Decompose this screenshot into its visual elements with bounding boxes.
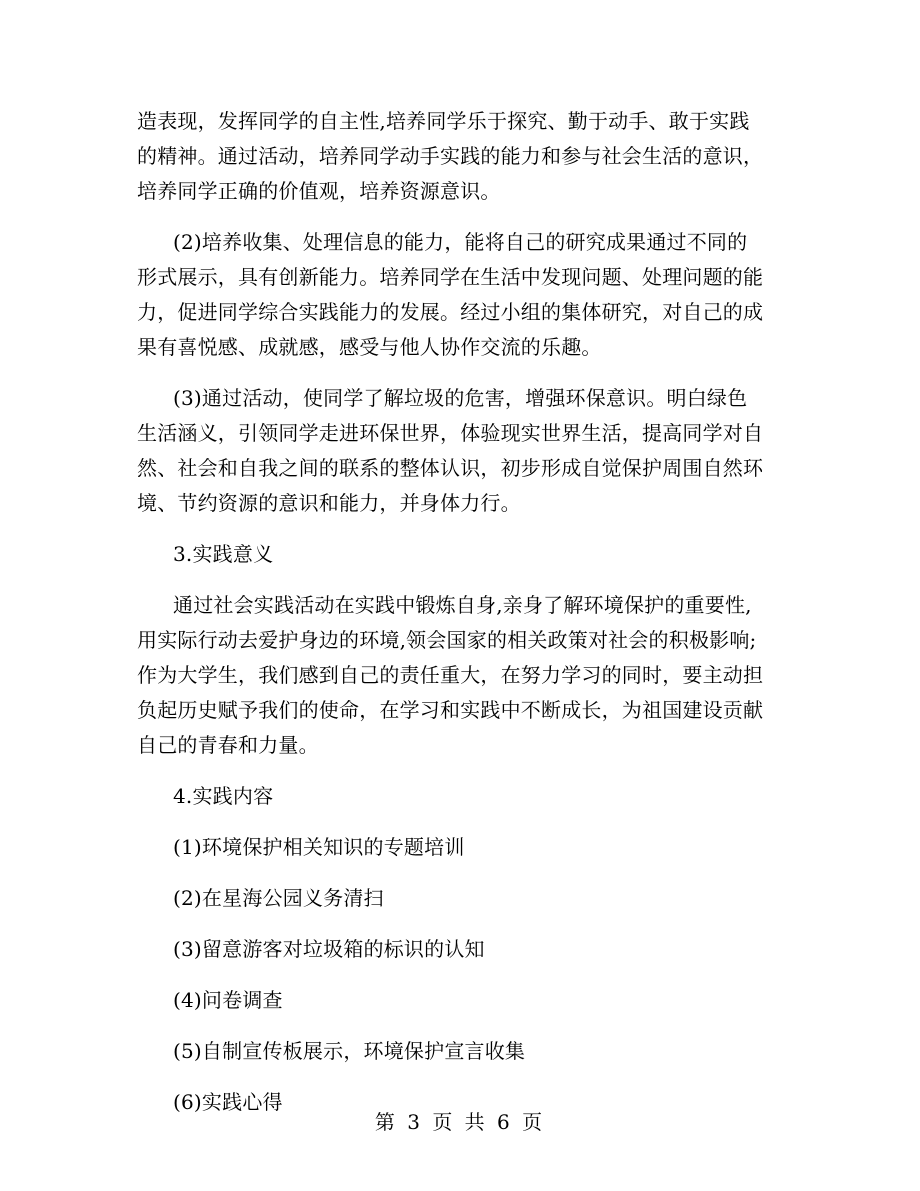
text-line: 果有喜悦感、成就感，感受与他人协作交流的乐趣。 [137, 335, 602, 359]
text-line: (4)问卷调查 [173, 988, 283, 1012]
paragraph-gap [137, 209, 783, 225]
text-line: 力，促进同学综合实践能力的发展。经过小组的集体研究，对自己的成 [137, 300, 764, 324]
text-line: 4.实践内容 [173, 784, 274, 808]
text-line: (3)通过活动，使同学了解垃圾的危害，增强环保意识。明白绿色 [173, 386, 748, 410]
text-line: 用实际行动去爱护身边的环境,领会国家的相关政策对社会的积极影响; [137, 628, 757, 652]
paragraph-gap [137, 916, 783, 932]
paragraph [137, 225, 783, 365]
text-line: (6)实践心得 [173, 1090, 283, 1114]
paragraph [137, 381, 783, 521]
text-line: 负起历史赋予我们的使命，在学习和实践中不断成长，为祖国建设贡献 [137, 698, 764, 722]
text-line: 造表现，发挥同学的自主性,培养同学乐于探究、勤于动手、敢于实践 [137, 109, 750, 133]
text-line: 3.实践意义 [173, 542, 274, 566]
text-line: 的精神。通过活动，培养同学动手实践的能力和参与社会生活的意识， [137, 144, 764, 168]
paragraph [137, 588, 783, 763]
paragraph [137, 537, 783, 572]
text-line: (1)环境保护相关知识的专题培训 [173, 835, 465, 859]
text-line: 自己的青春和力量。 [137, 733, 319, 757]
document-body [137, 104, 783, 1120]
paragraph [137, 779, 783, 814]
text-line: 通过社会实践活动在实践中锻炼自身,亲身了解环境保护的重要性, [173, 593, 752, 617]
paragraph-gap [137, 572, 783, 588]
text-line: (2)在星海公园义务清扫 [173, 886, 384, 910]
paragraph [137, 881, 783, 916]
text-line: 培养同学正确的价值观，培养资源意识。 [137, 179, 501, 203]
paragraph [137, 104, 783, 209]
paragraph-gap [137, 763, 783, 779]
page-footer: 第 3 页 共 6 页 [374, 1110, 546, 1134]
paragraph-gap [137, 1018, 783, 1034]
text-line: 生活涵义，引领同学走进环保世界，体验现实世界生活，提高同学对自 [137, 421, 764, 445]
paragraph-gap [137, 967, 783, 983]
paragraph-gap [137, 365, 783, 381]
text-line: 形式展示，具有创新能力。培养同学在生活中发现问题、处理问题的能 [137, 265, 764, 289]
text-line: (2)培养收集、处理信息的能力，能将自己的研究成果通过不同的 [173, 230, 748, 254]
paragraph [137, 1034, 783, 1069]
paragraph-gap [137, 814, 783, 830]
paragraph [137, 830, 783, 865]
text-line: (3)留意游客对垃圾箱的标识的认知 [173, 937, 485, 961]
text-line: 作为大学生，我们感到自己的责任重大，在努力学习的同时，要主动担 [137, 663, 764, 687]
paragraph [137, 983, 783, 1018]
text-line: 然、社会和自我之间的联系的整体认识，初步形成自觉保护周围自然环 [137, 456, 764, 480]
paragraph-gap [137, 1069, 783, 1085]
paragraph-gap [137, 521, 783, 537]
text-line: (5)自制宣传板展示，环境保护宣言收集 [173, 1039, 526, 1063]
paragraph [137, 932, 783, 967]
text-line: 境、节约资源的意识和能力，并身体力行。 [137, 491, 521, 515]
paragraph-gap [137, 865, 783, 881]
